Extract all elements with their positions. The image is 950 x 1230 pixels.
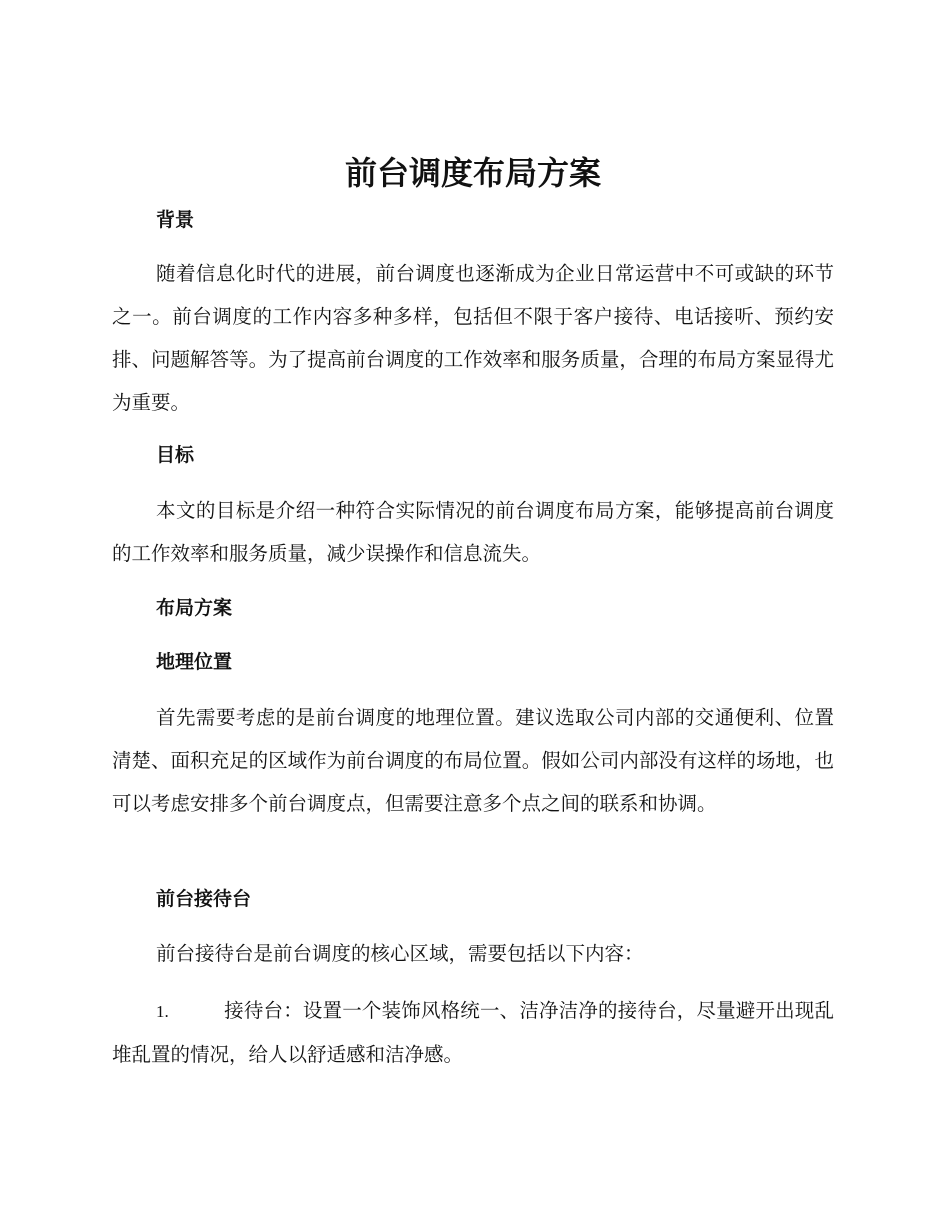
- list-item-text: 接待台：设置一个装饰风格统一、洁净洁净的接待台，尽量避开出现乱堆乱置的情况，给人以舒适感和洁净感。: [112, 999, 834, 1066]
- list-item: [112, 989, 834, 1076]
- paragraph-background: 随着信息化时代的进展，前台调度也逐渐成为企业日常运营中不可或缺的环节之一。前台调度的工作内容多种多样，包括但不限于客户接待、电话接听、预约安排、问题解答等。为了提高前台调度的工作效率和服务质量，合理的布局方案显得尤为重要。: [112, 262, 834, 414]
- document-title: 前台调度布局方案: [344, 154, 601, 192]
- paragraph-reception-desk: 前台接待台是前台调度的核心区域，需要包括以下内容：: [156, 942, 644, 965]
- heading-goal: 目标: [156, 444, 195, 466]
- list-item-number: 1.: [156, 1002, 169, 1021]
- paragraph-location: 首先需要考虑的是前台调度的地理位置。建议选取公司内部的交通便利、位置清楚、面积充足的区域作为前台调度的布局位置。假如公司内部没有这样的场地，也可以考虑安排多个前台调度点，但需要注意多个点之间的联系和协调。: [112, 706, 834, 815]
- heading-location: 地理位置: [156, 651, 233, 673]
- heading-reception-desk: 前台接待台: [156, 888, 252, 910]
- paragraph-goal: 本文的目标是介绍一种符合实际情况的前台调度布局方案，能够提高前台调度的工作效率和服务质量，减少误操作和信息流失。: [112, 499, 834, 565]
- heading-background: 背景: [156, 209, 195, 231]
- heading-layout-plan: 布局方案: [156, 597, 233, 619]
